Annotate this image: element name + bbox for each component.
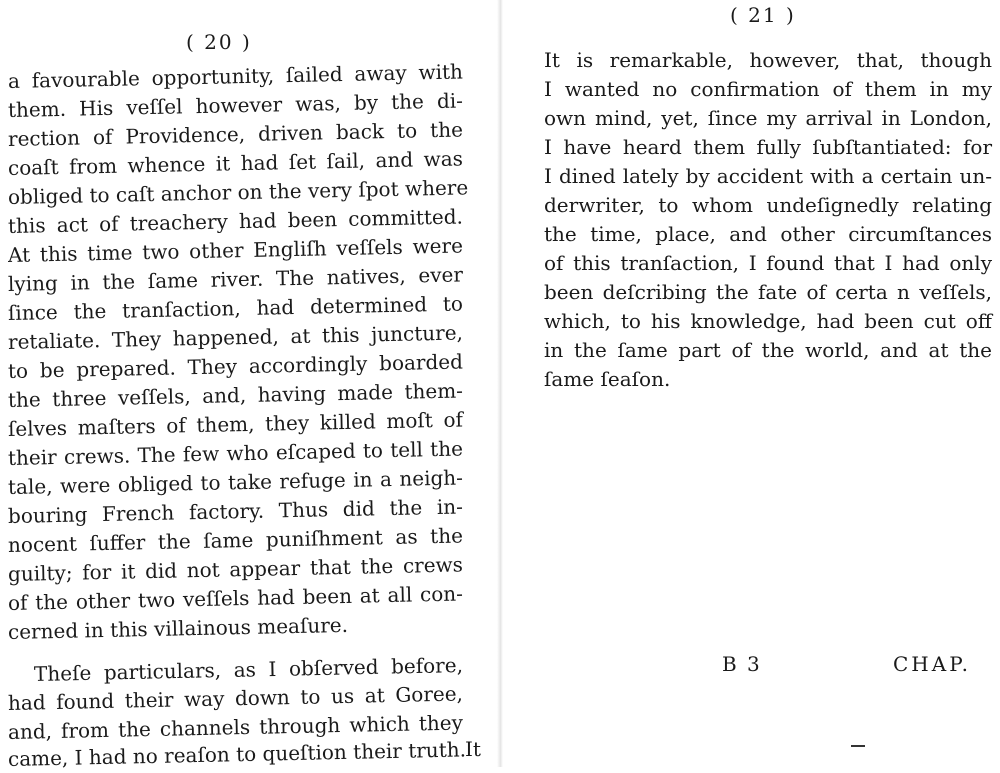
text-line: been deſcribing the fate of certa n veſſels, [544,280,992,304]
text-line: cerned in this villainous meaſure. [7,612,349,644]
text-line: the three veſſels, and, having made them- [7,378,464,412]
text-line: derwriter, to whom undeſignedly relating [544,193,992,217]
text-line: bouring French factory. Thus did the in- [7,494,464,528]
text-line: the time, place, and other circumſtances [544,222,992,246]
text-line: lying in the ſame river. The natives, ever [7,262,464,296]
text-line: and, from the channels through which they [7,710,464,744]
text-line: ſame ſeaſon. [544,367,671,391]
text-line: retaliate. They happened, at this juncture, [7,320,464,354]
text-line: Theſe particulars, as I obſerved before, [33,653,464,686]
text-line: their crews. The few who eſcaped to tell the [7,436,464,470]
text-line: nocent ſuffer the ſame puniſhment as the [7,523,464,557]
text-line: coaſt from whence it had ſet ſail, and was [7,146,464,180]
text-line: of the other two veſſels had been at all con- [7,581,464,615]
catchword: CHAP. [893,652,971,676]
text-line: It is remarkable, however, that, though [544,48,992,72]
text-line: had found their way down to us at Goree, [7,681,464,715]
text-line: tale, were obliged to take refuge in a neigh- [7,465,464,499]
ink-mark [851,745,865,747]
text-line: rection of Providence, driven back to the [7,117,464,151]
page-number: ( 21 ) [730,3,796,27]
text-line: At this time two other Engliſh veſſels were [7,233,464,267]
page-number: ( 20 ) [186,30,252,54]
text-line: guilty; for it did not appear that the crews [7,552,464,586]
text-line: I wanted no confirmation of them in my [544,77,992,101]
text-line: own mind, yet, ſince my arrival in London, [544,106,992,130]
text-line: obliged to caſt anchor on the very ſpot where [7,175,469,209]
text-line: ſince the tranſaction, had determined to [7,291,464,325]
catchword: It [465,737,481,761]
text-line: I dined lately by accident with a certain un- [544,164,992,188]
text-line: of this tranſaction, I found that I had only [544,251,992,275]
text-line: to be prepared. They accordingly boarded [7,349,464,383]
signature-mark: B 3 [722,652,762,676]
text-line: which, to his knowledge, had been cut off [544,309,992,333]
text-line: I have heard them fully ſubſtantiated: for [544,135,992,159]
text-line: in the ſame part of the world, and at the [544,338,992,362]
left-page [0,0,500,771]
text-line: them. His veſſel however was, by the di- [7,88,464,122]
text-line: came, I had no reaſon to queſtion their truth. [7,737,467,771]
text-line: a favourable opportunity, ſailed away with [7,59,464,93]
text-line: ſelves maſters of them, they killed moſt of [7,407,464,441]
text-line: this act of treachery had been committed. [7,204,464,238]
